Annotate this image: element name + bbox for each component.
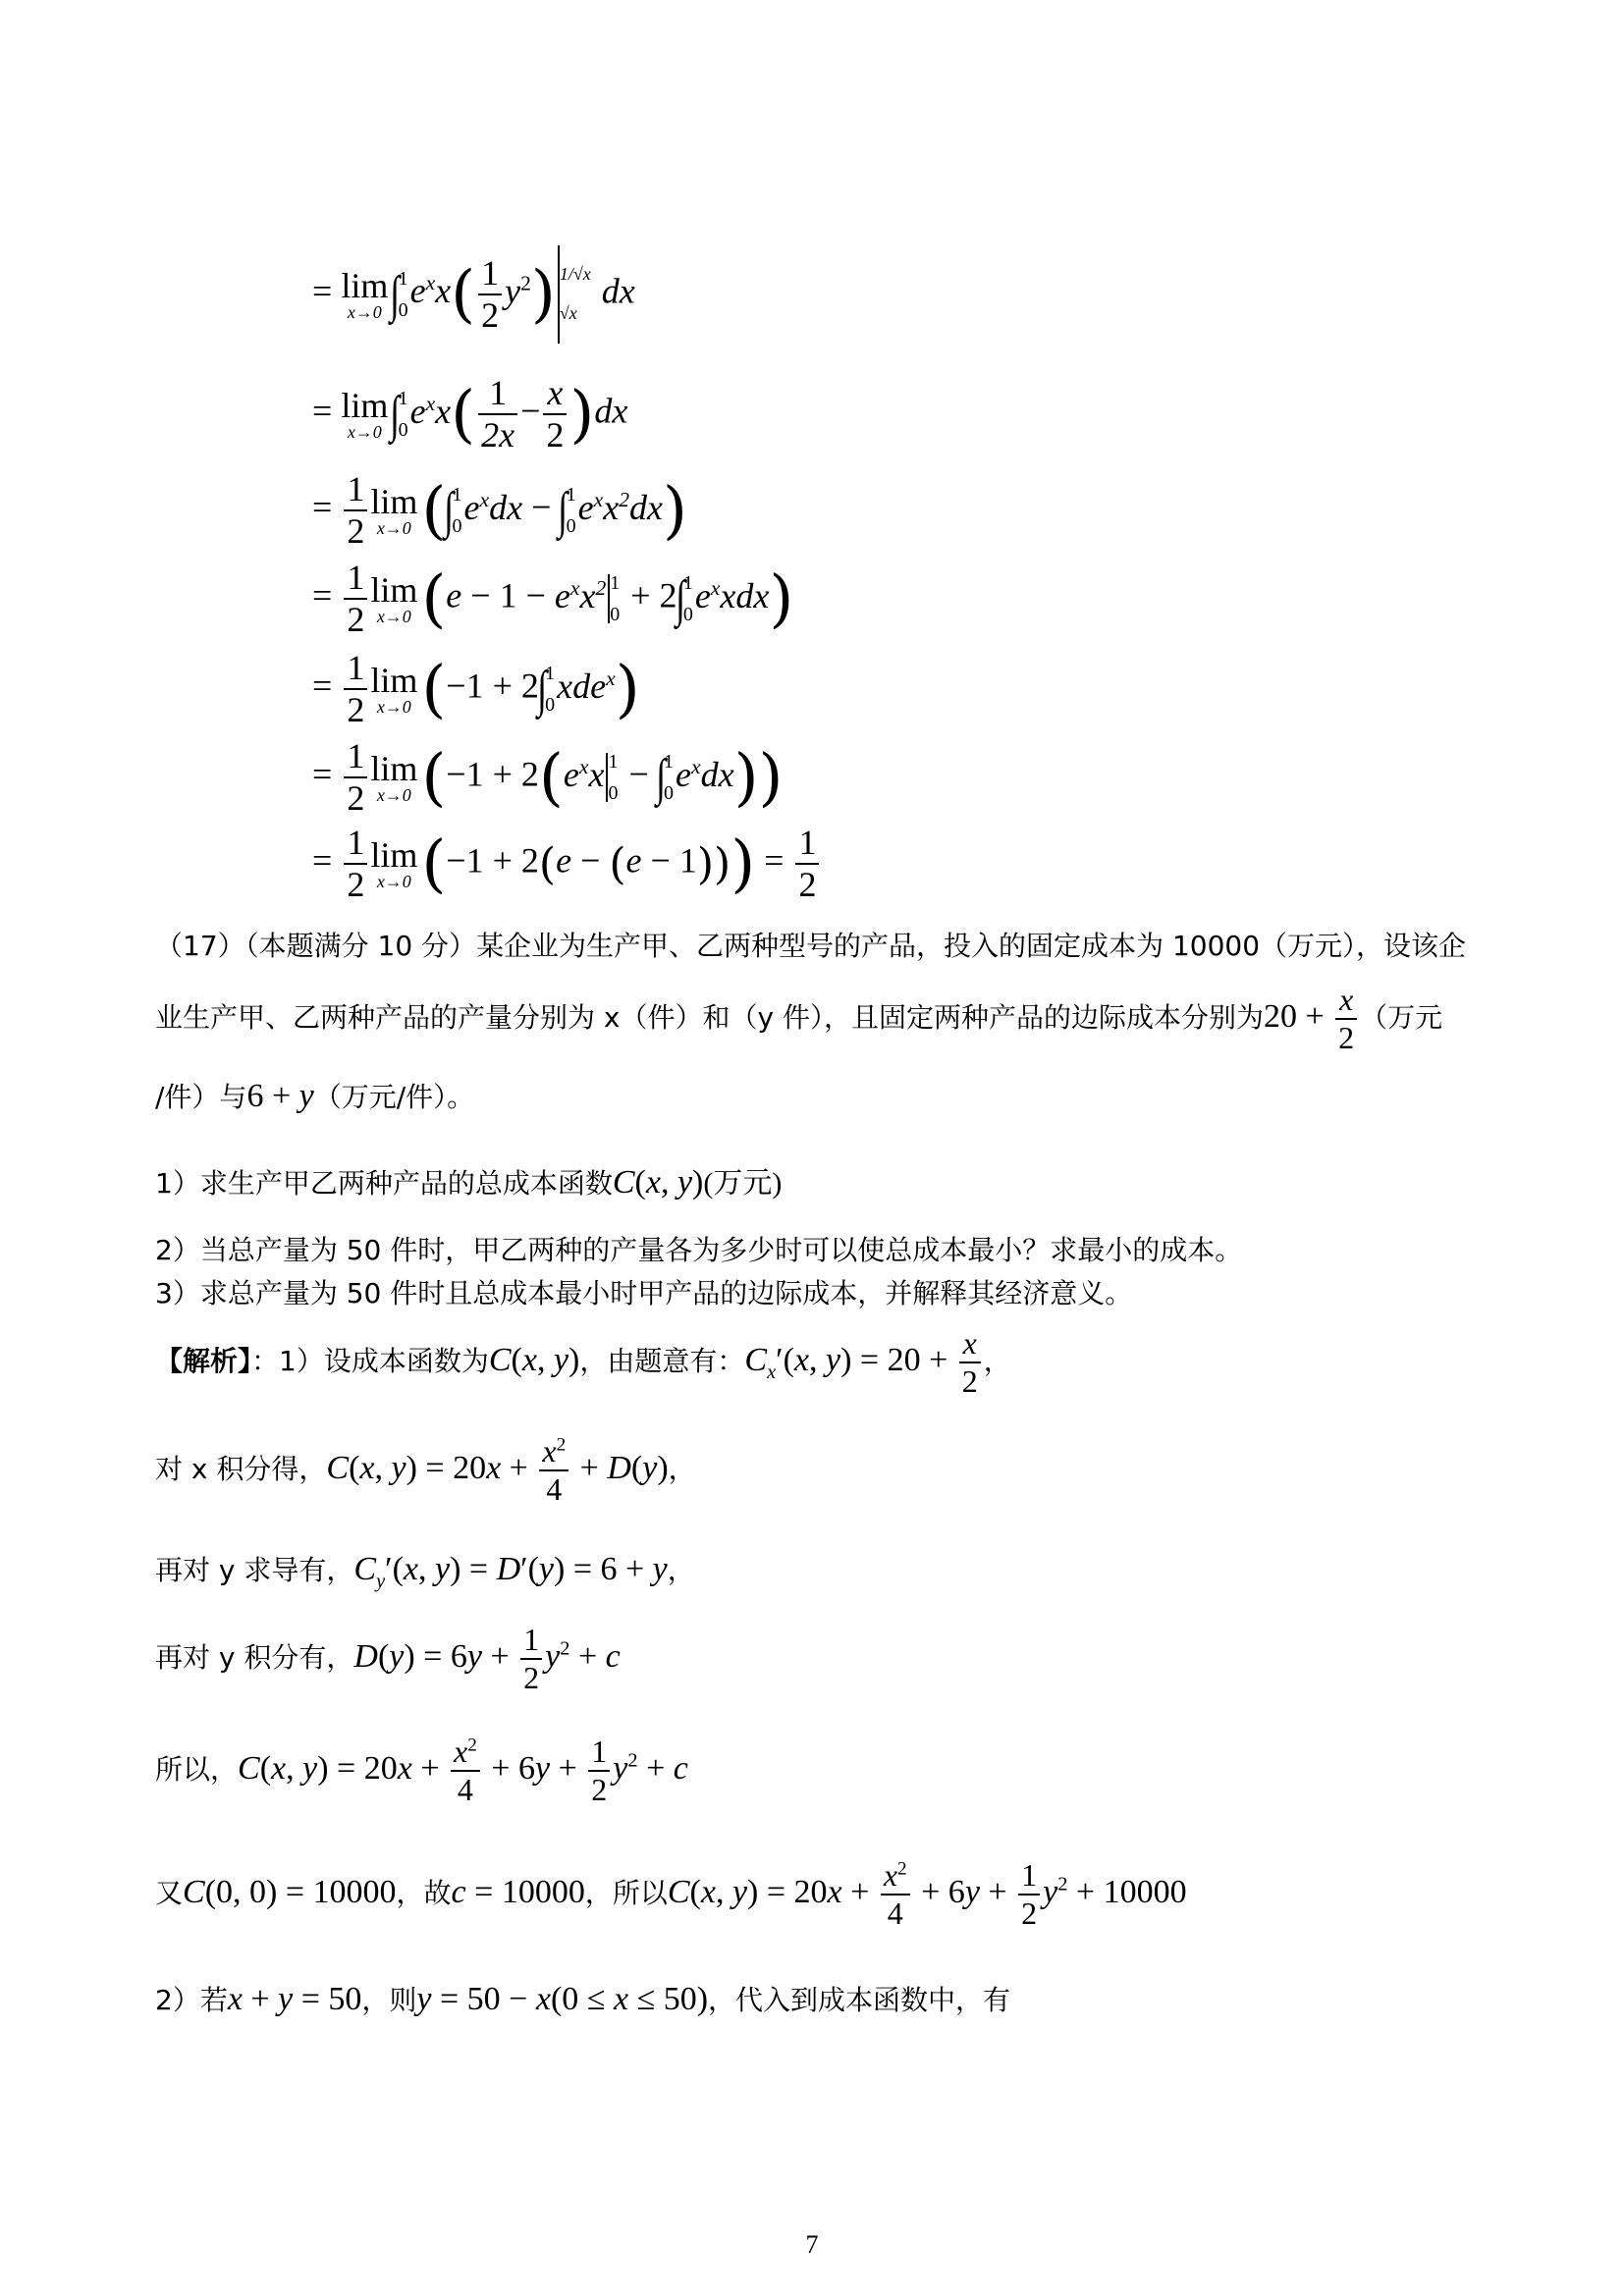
page-number: 7 <box>805 2230 819 2259</box>
problem-17-line-2: 业生产甲、乙两种产品的产量分别为 x（件）和（y 件），且固定两种产品的边际成本分别为20 + $\frac{x}{2}$ （万元 <box>155 982 1443 1055</box>
analysis-step-3: 再对 y 求导有，$C_y'(x$, y) = D′(y) = 6 + y， <box>155 1551 695 1592</box>
derivation-step-7: = $\frac{1}{2}$ lim x→0 (−1 + 2(e − (e − 1))) = $\frac{1}{2}$ <box>312 823 822 906</box>
problem-17-question-1: 1）求生产甲乙两种产品的总成本函数C(x, y)(万元) <box>155 1164 783 1201</box>
analysis-step-6: 又C(0, 0) = 10000，故c = 10000，所以C(x, y) = 20x + $\frac{x^2}{4}$ + 6y + $\frac{1}{2}$ $y^2 + 10000$ <box>155 1857 1187 1931</box>
analysis-step-5: 所以，C(x, y) = 20x + $\frac{x^2}{4}$ + 6y + $\frac{1}{2}$ $y^2 + c$ <box>155 1734 688 1807</box>
analysis-step-4: 再对 y 积分有，D(y) = 6y + $\frac{1}{2}$ $y^2 + c$ <box>155 1622 621 1695</box>
problem-17-line-1: （17）（本题满分 10 分）某企业为生产甲、乙两种型号的产品，投入的固定成本为 10000（万元），设该企 <box>155 930 1467 962</box>
problem-17-line-3: /件）与6 + y（万元/件）。 <box>155 1078 475 1114</box>
analysis-step-2: 对 x 积分得，C(x, y) = 20x + $\frac{x^2}{4}$ + D(y)， <box>155 1433 696 1507</box>
problem-17-question-2: 2）当总产量为 50 件时，甲乙两种的产量各为多少时可以使总成本最小？求最小的成本。 <box>155 1234 1243 1266</box>
problem-17-question-3: 3）求总产量为 50 件时且总成本最小时甲产品的边际成本，并解释其经济意义。 <box>155 1277 1133 1309</box>
derivation-step-5: = $\frac{1}{2}$ lim x→0 (−1 + 2∫ 1 0 xde$^x$) <box>312 648 640 730</box>
derivation-step-3: = $\frac{1}{2}$ lim x→0 (∫ 1 0 $e^xdx$ − ∫ 1 0 $e^xx^2dx$) <box>312 469 687 552</box>
derivation-step-4: = $\frac{1}{2}$ lim x→0 ($e - 1 - e^xx^2$ 1 0 + 2∫ 1 0 $e^xxdx$) <box>312 558 794 640</box>
analysis-label: 【解析】 <box>155 1344 252 1377</box>
analysis-step-1: 【解析】：1）设成本函数为C(x, y)，由题意有：$C_x'(x$, y) = 20 + $\frac{x}{2}$ ， <box>155 1325 1011 1399</box>
derivation-step-2: = lim x→0 ∫ 1 0 $e^xx$( $\frac{1}{2x}$ − $\frac{x}{2}$ )dx <box>312 373 628 455</box>
analysis-step-7: 2）若x + y = 50，则y = 50 − x(0 ≤ x ≤ 50)，代入到成本函数中，有 <box>155 1981 1011 2017</box>
derivation-step-6: = $\frac{1}{2}$ lim x→0 ($-1 + 2(e^xx$ 1 0 − ∫ 1 0 $e^xdx$)) <box>312 736 784 819</box>
derivation-step-1: = lim x→0 ∫ 1 0 $e^xx$( $\frac{1}{2}$ $y^2$) 1/√x √x dx <box>312 245 635 344</box>
